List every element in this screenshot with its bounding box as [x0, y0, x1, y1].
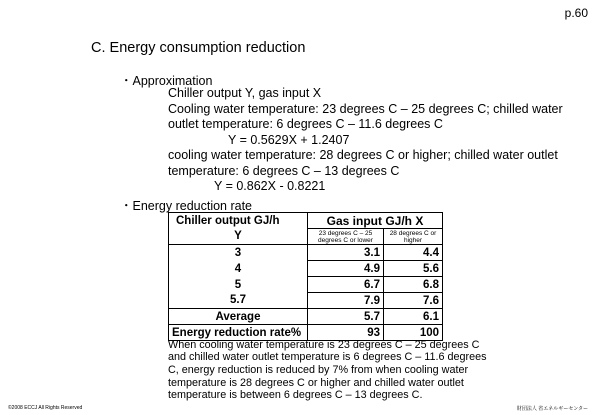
note-line-1: When cooling water temperature is 23 degrees C – 25 degrees C: [168, 339, 480, 351]
approximation-line-2: Cooling water temperature: 23 degrees C – 25 degrees C; chilled water: [168, 102, 563, 116]
col1-header-y: Y: [169, 229, 308, 245]
formula-2: Y = 0.862X - 0.8221: [214, 179, 326, 193]
organization-name: 財団法人 省エネルギーセンター: [516, 406, 588, 412]
row-label: 4: [169, 261, 308, 277]
table-row: [169, 309, 443, 325]
note-line-3: C, energy reduction is reduced by 7% from when cooling water: [168, 364, 469, 376]
subheader-23-25: 23 degrees C – 25 degrees C or lower: [308, 229, 384, 245]
row-label: 5: [169, 277, 308, 293]
cell-value: 5.6: [384, 261, 443, 277]
gas-input-header: Gas input GJ/h X: [308, 213, 443, 229]
energy-reduction-table: [168, 212, 443, 341]
note-line-2: and chilled water outlet temperature is 6 degrees C – 11.6 degrees: [168, 351, 487, 363]
approximation-line-1: Chiller output Y, gas input X: [168, 86, 322, 100]
note-line-5: temperature is between 6 degrees C – 13 degrees C.: [168, 389, 423, 401]
cell-value: 7.6: [384, 293, 443, 309]
note-line-4: temperature is 28 degrees C or higher and chilled water outlet: [168, 377, 464, 389]
copyright: ©2008 ECCJ All Rights Reserved: [8, 405, 83, 411]
table-row: [169, 245, 443, 261]
approximation-heading: ・Approximation: [120, 74, 213, 88]
row-label: 3: [169, 245, 308, 261]
table-row: [169, 277, 443, 293]
cell-value: 5.7: [308, 309, 384, 325]
table-row: [169, 293, 443, 309]
col1-header: [169, 213, 308, 229]
cell-value: 6.8: [384, 277, 443, 293]
cell-value: 6.1: [384, 309, 443, 325]
cell-value: 7.9: [308, 293, 384, 309]
approximation-line-3: outlet temperature: 6 degrees C – 11.6 degrees C: [168, 117, 443, 131]
cell-value: 100: [384, 325, 443, 341]
subheader-28: 28 degrees C or higher: [384, 229, 443, 245]
row-label: Average: [169, 309, 308, 325]
cell-value: 93: [308, 325, 384, 341]
cell-value: 4.9: [308, 261, 384, 277]
row-label: Energy reduction rate%: [169, 325, 308, 341]
col1-header-line1: Chiller output GJ/h: [176, 214, 280, 227]
cell-value: 4.4: [384, 245, 443, 261]
approximation-line-5: temperature: 6 degrees C – 13 degrees C: [168, 164, 400, 178]
table-row: [169, 261, 443, 277]
energy-rate-heading: ・Energy reduction rate: [120, 199, 253, 213]
page-number: p.60: [564, 6, 588, 20]
section-title: C. Energy consumption reduction: [91, 40, 306, 56]
approximation-line-4: cooling water temperature: 28 degrees C or higher; chilled water outlet: [168, 148, 558, 162]
cell-value: 6.7: [308, 277, 384, 293]
cell-value: 3.1: [308, 245, 384, 261]
row-label: 5.7: [169, 293, 308, 309]
formula-1: Y = 0.5629X + 1.2407: [228, 133, 350, 147]
